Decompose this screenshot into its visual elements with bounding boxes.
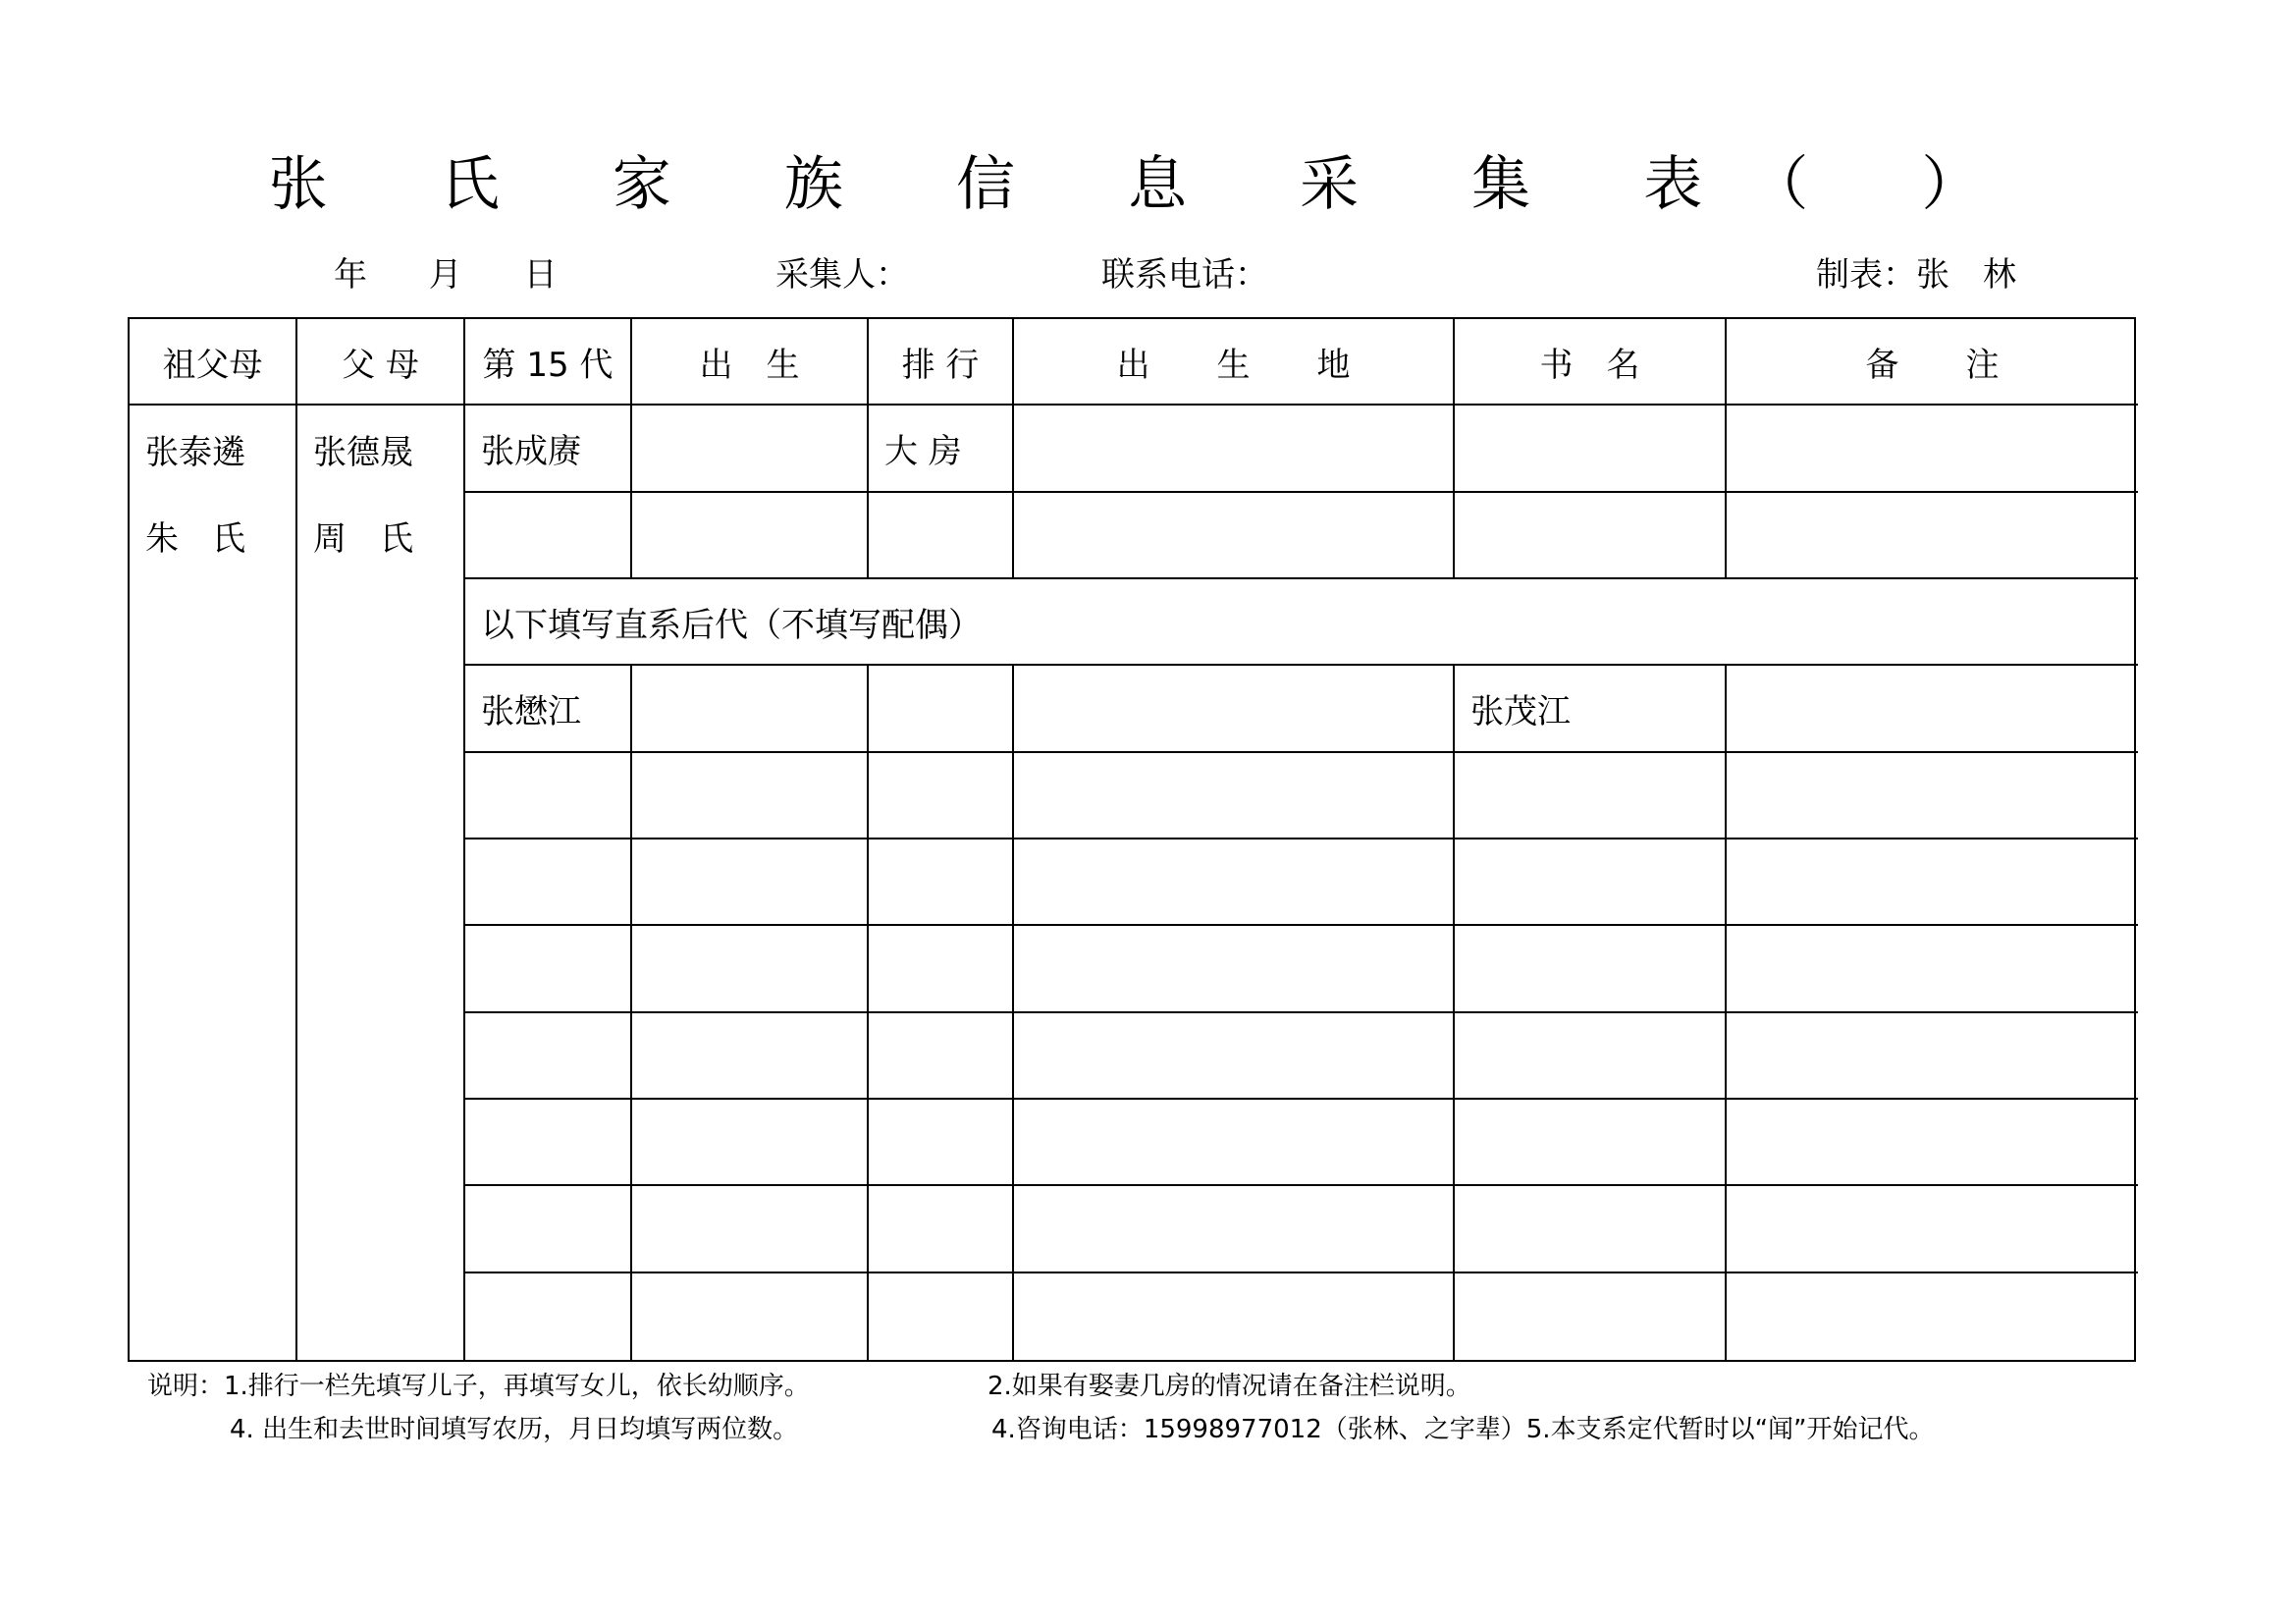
header-birth: 出 生: [632, 319, 869, 406]
descendant-remark-cell[interactable]: [1727, 753, 2138, 839]
descendant-remark-cell[interactable]: [1727, 926, 2138, 1012]
mother-name: 周 氏: [313, 518, 413, 559]
descendant-book-name-cell[interactable]: [1455, 1186, 1727, 1272]
descendant-rank-cell[interactable]: [869, 666, 1014, 752]
grandparents-cell[interactable]: [130, 406, 297, 1360]
descendant-name-cell[interactable]: [465, 1186, 632, 1272]
instruction-note-4: 4. 出生和去世时间填写农历，月日均填写两位数。: [230, 1415, 799, 1444]
descendant-rank-cell[interactable]: [869, 753, 1014, 839]
descendant-book-name-cell[interactable]: [1455, 1273, 1727, 1360]
grandmother-name: 朱 氏: [145, 518, 245, 559]
descendant-birthplace-cell[interactable]: [1014, 753, 1455, 839]
descendant-remark-cell[interactable]: [1727, 1186, 2138, 1272]
generation-name-cell[interactable]: 张成赓: [465, 406, 632, 492]
descendant-remark-cell[interactable]: [1727, 666, 2138, 752]
descendant-rank-cell[interactable]: [869, 839, 1014, 926]
descendant-birth-cell[interactable]: [632, 753, 869, 839]
descendant-birthplace-cell[interactable]: [1014, 1013, 1455, 1100]
descendant-birthplace-cell[interactable]: [1014, 1273, 1455, 1360]
descendant-book-name-cell[interactable]: 张茂江: [1455, 666, 1727, 752]
descendant-birthplace-cell[interactable]: [1014, 839, 1455, 926]
instruction-note-1: 说明：1.排行一栏先填写儿子，再填写女儿，依长幼顺序。: [147, 1372, 810, 1401]
family-info-table: [128, 317, 2136, 1362]
descendant-book-name-cell[interactable]: [1455, 753, 1727, 839]
descendant-remark-cell[interactable]: [1727, 1013, 2138, 1100]
descendant-birth-cell[interactable]: [632, 666, 869, 752]
book-name-cell[interactable]: [1455, 493, 1727, 579]
header-parents: 父 母: [297, 319, 465, 406]
descendant-name-cell[interactable]: [465, 1013, 632, 1100]
descendant-rank-cell[interactable]: [869, 1013, 1014, 1100]
birth-cell[interactable]: [632, 406, 869, 492]
descendant-birth-cell[interactable]: [632, 839, 869, 926]
header-remark: 备 注: [1727, 319, 2138, 406]
descendant-birth-cell[interactable]: [632, 926, 869, 1012]
header-rank: 排 行: [869, 319, 1014, 406]
grandfather-name: 张泰遴: [145, 432, 245, 472]
descendant-name-cell[interactable]: [465, 753, 632, 839]
form-title: 张 氏 家 族 信 息 采 集 表（ ）: [268, 150, 2028, 219]
descendant-birth-cell[interactable]: [632, 1100, 869, 1186]
collector-label: 采集人：: [775, 255, 909, 295]
header-grandparents: 祖父母: [130, 319, 297, 406]
header-book-name: 书 名: [1455, 319, 1727, 406]
descendant-rank-cell[interactable]: [869, 1186, 1014, 1272]
instruction-note-5: 4.咨询电话：15998977012（张林、之字辈）5.本支系定代暂时以“闻”开始记代。: [991, 1415, 1935, 1444]
descendant-birthplace-cell[interactable]: [1014, 1100, 1455, 1186]
descendant-name-cell[interactable]: [465, 839, 632, 926]
rank-cell[interactable]: 大 房: [869, 406, 1014, 492]
instruction-note-2: 2.如果有娶妻几房的情况请在备注栏说明。: [988, 1372, 1471, 1401]
descendant-book-name-cell[interactable]: [1455, 926, 1727, 1012]
remark-cell[interactable]: [1727, 493, 2138, 579]
birth-cell[interactable]: [632, 493, 869, 579]
contact-phone-label: 联系电话：: [1101, 255, 1268, 295]
descendant-name-cell[interactable]: 张懋江: [465, 666, 632, 752]
descendant-birth-cell[interactable]: [632, 1013, 869, 1100]
father-name: 张德晟: [313, 432, 413, 472]
descendant-birthplace-cell[interactable]: [1014, 666, 1455, 752]
generation-name-cell[interactable]: [465, 493, 632, 579]
descendant-birthplace-cell[interactable]: [1014, 1186, 1455, 1272]
remark-cell[interactable]: [1727, 406, 2138, 492]
descendant-name-cell[interactable]: [465, 1100, 632, 1186]
rank-cell[interactable]: [869, 493, 1014, 579]
descendant-remark-cell[interactable]: [1727, 1273, 2138, 1360]
descendant-rank-cell[interactable]: [869, 1100, 1014, 1186]
descendant-rank-cell[interactable]: [869, 1273, 1014, 1360]
descendant-remark-cell[interactable]: [1727, 839, 2138, 926]
descendant-rank-cell[interactable]: [869, 926, 1014, 1012]
header-birthplace: 出 生 地: [1014, 319, 1455, 406]
descendant-name-cell[interactable]: [465, 1273, 632, 1360]
descendant-birthplace-cell[interactable]: [1014, 926, 1455, 1012]
table-maker-label: 制表：张 林: [1816, 255, 2016, 295]
descendant-book-name-cell[interactable]: [1455, 1013, 1727, 1100]
descendant-name-cell[interactable]: [465, 926, 632, 1012]
book-name-cell[interactable]: [1455, 406, 1727, 492]
descendants-instruction: 以下填写直系后代（不填写配偶）: [465, 579, 2138, 666]
birthplace-cell[interactable]: [1014, 493, 1455, 579]
descendant-birth-cell[interactable]: [632, 1186, 869, 1272]
descendant-book-name-cell[interactable]: [1455, 839, 1727, 926]
descendant-book-name-cell[interactable]: [1455, 1100, 1727, 1186]
date-field-label: 年 月 日: [334, 255, 558, 295]
parents-cell[interactable]: [297, 406, 465, 1360]
descendant-birth-cell[interactable]: [632, 1273, 869, 1360]
header-generation: 第 15 代: [465, 319, 632, 406]
birthplace-cell[interactable]: [1014, 406, 1455, 492]
descendant-remark-cell[interactable]: [1727, 1100, 2138, 1186]
